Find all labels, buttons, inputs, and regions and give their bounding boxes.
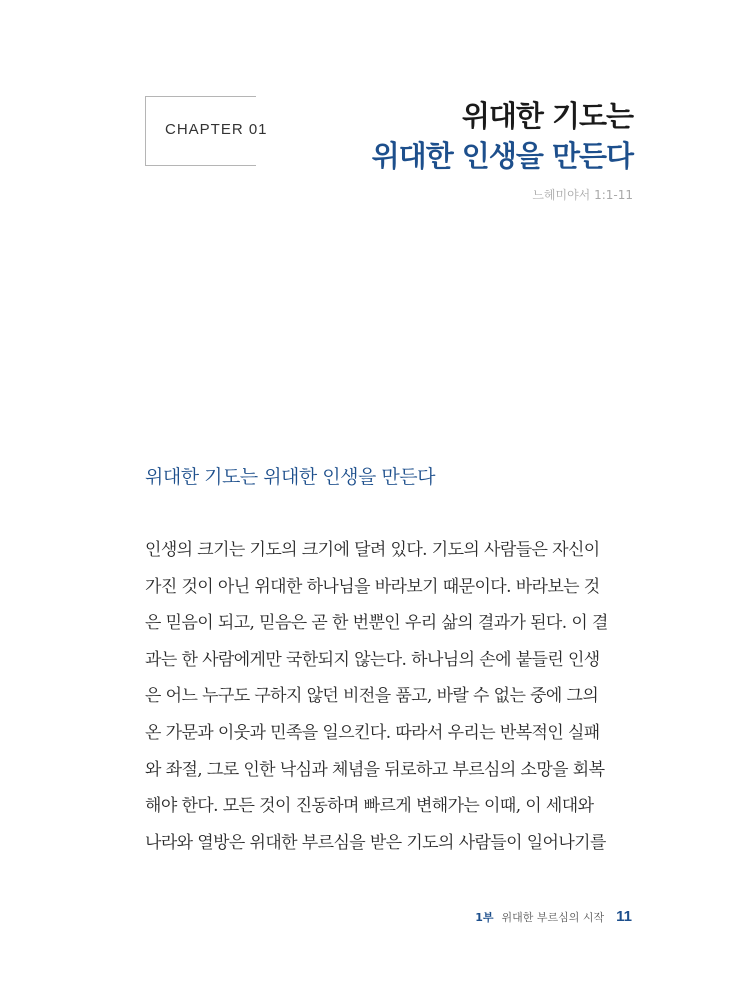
body-paragraph bbox=[145, 532, 635, 861]
scripture-reference: 느헤미야서 1:1-11 bbox=[532, 188, 633, 202]
chapter-title-line1: 위대한 기도는 bbox=[461, 99, 633, 133]
footer-running-title: 위대한 부르심의 시작 bbox=[501, 911, 605, 924]
chapter-label: CHAPTER 01 bbox=[165, 121, 268, 138]
body-line: 가진 것이 아닌 위대한 하나님을 바라보기 때문이다. 바라보는 것 bbox=[145, 576, 600, 597]
body-line: 은 믿음이 되고, 믿음은 곧 한 번뿐인 우리 삶의 결과가 된다. 이 결 bbox=[145, 613, 608, 634]
section-heading: 위대한 기도는 위대한 인생을 만든다 bbox=[145, 466, 435, 488]
body-line: 온 가문과 이웃과 민족을 일으킨다. 따라서 우리는 반복적인 실패 bbox=[145, 722, 600, 743]
body-line: 은 어느 누구도 구하지 않던 비전을 품고, 바랄 수 없는 중에 그의 bbox=[145, 686, 599, 707]
body-line: 과는 한 사람에게만 국한되지 않는다. 하나님의 손에 붙들린 인생 bbox=[145, 649, 600, 670]
body-line: 인생의 크기는 기도의 크기에 달려 있다. 기도의 사람들은 자신이 bbox=[145, 540, 600, 560]
body-line: 와 좌절, 그로 인한 낙심과 체념을 뒤로하고 부르심의 소망을 회복 bbox=[145, 759, 605, 780]
body-line: 나라와 열방은 위대한 부르심을 받은 기도의 사람들이 일어나기를 bbox=[145, 832, 606, 853]
chapter-title-line2: 위대한 인생을 만든다 bbox=[371, 139, 633, 173]
chapter-title bbox=[372, 96, 633, 176]
body-line: 해야 한다. 모든 것이 진동하며 빠르게 변해가는 이때, 이 세대와 bbox=[145, 796, 594, 817]
page-number: 11 bbox=[616, 908, 632, 925]
page-footer bbox=[475, 908, 632, 925]
footer-part-label: 1부 bbox=[475, 911, 494, 924]
